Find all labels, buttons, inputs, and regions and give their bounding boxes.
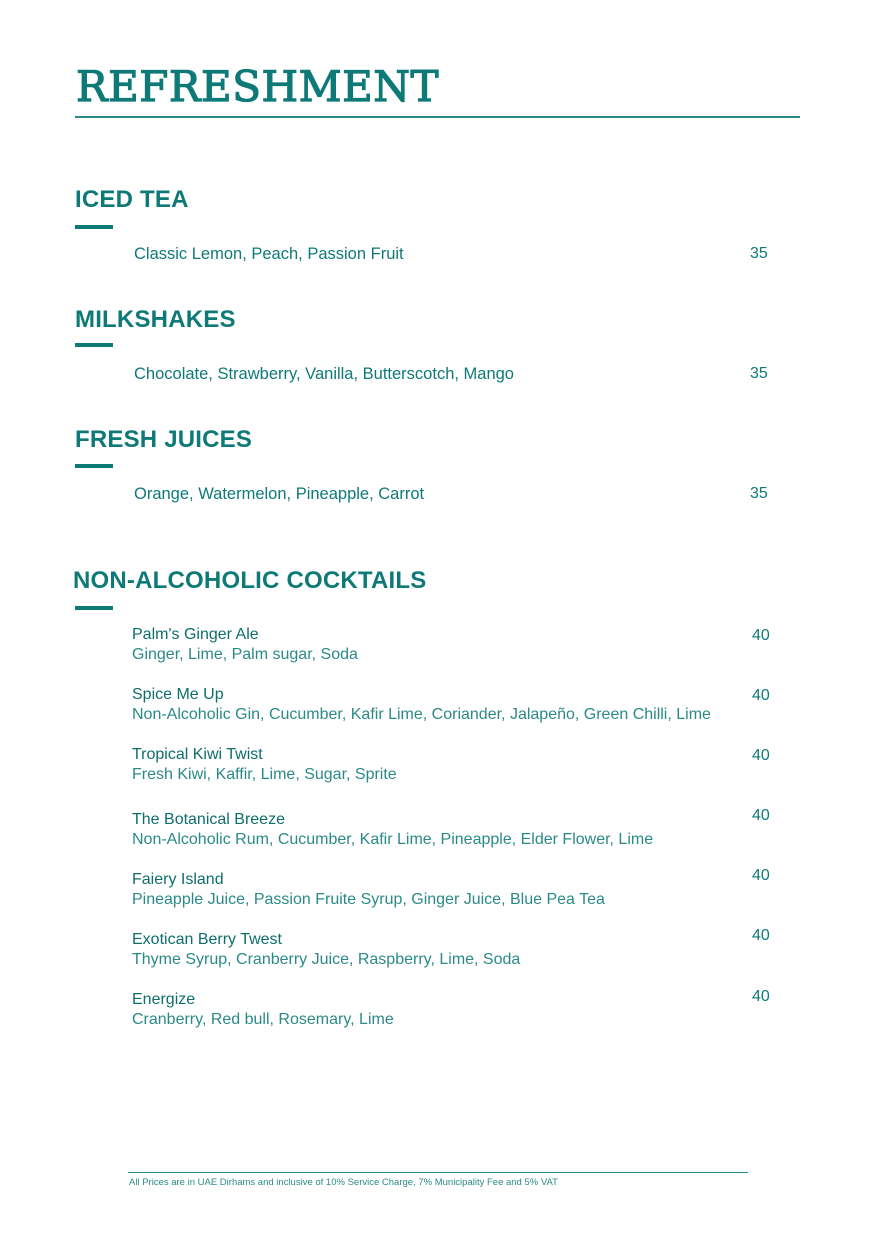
cocktail-price: 40 [752,867,770,884]
cocktail-price: 40 [752,807,770,824]
iced-tea-items: Classic Lemon, Peach, Passion Fruit [134,245,404,263]
section-underline [75,343,113,347]
cocktail-description: Cranberry, Red bull, Rosemary, Lime [132,1011,394,1028]
fresh-juices-price: 35 [750,485,768,502]
milkshakes-items: Chocolate, Strawberry, Vanilla, Butterscotch, Mango [134,365,514,383]
cocktail-price: 40 [752,927,770,944]
section-heading-milkshakes: MILKSHAKES [75,306,236,333]
section-underline [75,225,113,229]
cocktail-name: Palm's Ginger Ale [132,626,259,643]
section-heading-iced-tea: ICED TEA [75,186,189,213]
fresh-juices-items: Orange, Watermelon, Pineapple, Carrot [134,485,425,503]
section-heading-cocktails: NON-ALCOHOLIC COCKTAILS [73,567,427,594]
cocktail-price: 40 [752,988,770,1005]
cocktail-price: 40 [752,747,770,764]
cocktail-name: Exotican Berry Twest [132,931,282,948]
footer-note: All Prices are in UAE Dirhams and inclusive of 10% Service Charge, 7% Municipality Fee and 5% VAT [129,1177,558,1188]
cocktail-description: Pineapple Juice, Passion Fruite Syrup, Ginger Juice, Blue Pea Tea [132,891,605,908]
cocktail-price: 40 [752,627,770,644]
title-divider [75,116,800,118]
section-underline [75,464,113,468]
page-title: REFRESHMENT [76,62,440,111]
cocktail-description: Ginger, Lime, Palm sugar, Soda [132,646,358,663]
cocktail-description: Thyme Syrup, Cranberry Juice, Raspberry, Lime, Soda [132,951,521,968]
cocktail-description: Fresh Kiwi, Kaffir, Lime, Sugar, Sprite [132,766,397,783]
cocktail-name: Energize [132,991,196,1008]
section-underline [75,606,113,610]
footer-divider [128,1172,748,1173]
cocktail-name: Spice Me Up [132,686,224,703]
cocktail-price: 40 [752,687,770,704]
cocktail-name: Faiery Island [132,871,224,888]
cocktail-description: Non-Alcoholic Gin, Cucumber, Kafir Lime, Coriander, Jalapeño, Green Chilli, Lime [132,706,711,723]
cocktail-name: Tropical Kiwi Twist [132,746,263,763]
cocktail-description: Non-Alcoholic Rum, Cucumber, Kafir Lime, Pineapple, Elder Flower, Lime [132,831,654,848]
cocktail-name: The Botanical Breeze [132,811,285,828]
iced-tea-price: 35 [750,245,768,262]
section-heading-fresh-juices: FRESH JUICES [75,426,253,453]
milkshakes-price: 35 [750,365,768,382]
